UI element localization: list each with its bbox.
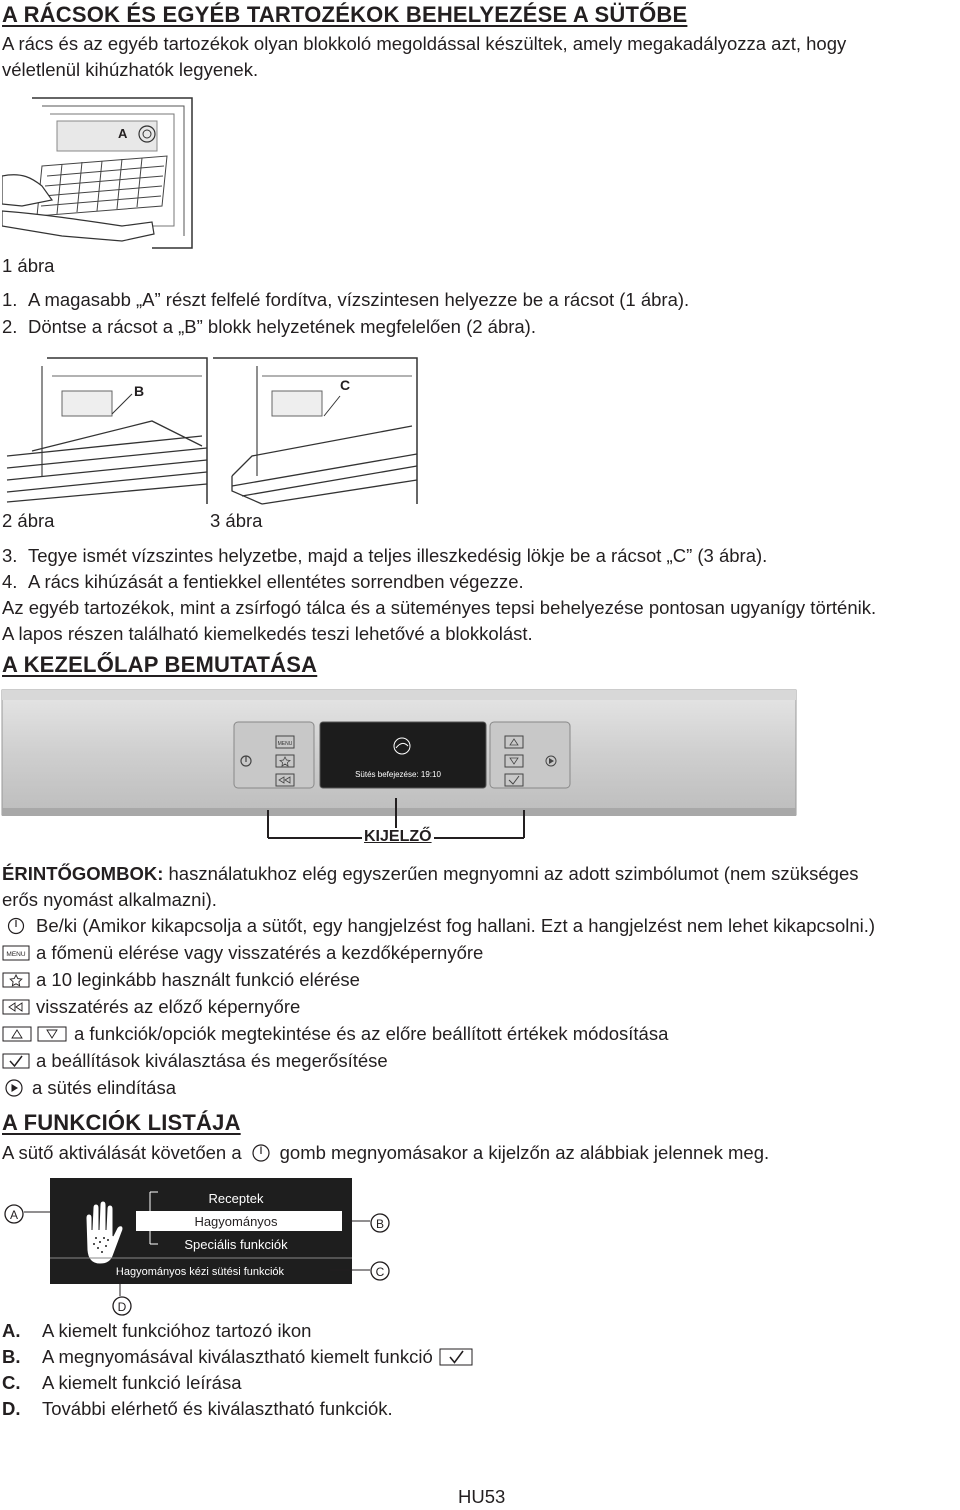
function-list-intro <box>2 1142 769 1164</box>
function-screen-illustration <box>0 1172 410 1322</box>
figure-2-rack-tilted-illustration <box>2 356 208 506</box>
step-4-text: A rács kihúzását a fentiekkel ellentétes sorrendben végezze. <box>28 571 524 592</box>
screen-item-specialis: Speciális funkciók <box>184 1237 288 1252</box>
figure-1-oven-rack-illustration <box>2 96 194 250</box>
page-number: HU53 <box>458 1486 506 1507</box>
legend-row-power <box>2 915 875 937</box>
screen-description: Hagyományos kézi sütési funkciók <box>115 1266 285 1278</box>
legend-item-b <box>2 1344 473 1370</box>
legend-letter-a: A. <box>2 1320 21 1341</box>
step-3 <box>2 543 767 569</box>
legend-row-menu <box>2 942 483 964</box>
section-heading-function-list: A FUNKCIÓK LISTÁJA <box>2 1110 241 1135</box>
legend-text-start: a sütés elindítása <box>32 1077 176 1098</box>
legend-letter-c: C. <box>2 1372 21 1393</box>
screen-item-receptek: Receptek <box>208 1191 264 1206</box>
step-1 <box>2 287 689 313</box>
intro-text-line2: véletlenül kihúzhatók legyenek. <box>2 59 259 80</box>
power-icon <box>2 916 30 936</box>
touch-buttons-title: ÉRINTŐGOMBOK: <box>2 863 164 884</box>
menu-icon <box>2 943 30 963</box>
legend-item-a <box>2 1318 311 1344</box>
checkmark-icon <box>2 1051 30 1071</box>
legend-text-menu: a főmenü elérése vagy visszatérés a kezdőképernyőre <box>36 942 484 963</box>
legend-item-d <box>2 1396 393 1422</box>
section-heading-accessories: A RÁCSOK ÉS EGYÉB TARTOZÉKOK BEHELYEZÉSE A SÜTŐBE <box>2 2 688 27</box>
panel-menu-label: MENU <box>277 741 293 747</box>
function-list-intro-before: A sütő aktiválását követően a <box>2 1142 242 1163</box>
figure-1-caption: 1 ábra <box>2 255 55 276</box>
step-4-number: 4. <box>2 571 18 592</box>
back-icon <box>2 997 30 1017</box>
step-1-number: 1. <box>2 289 18 310</box>
section-heading-control-panel: A KEZELŐLAP BEMUTATÁSA <box>2 652 318 677</box>
figure-3-label-c: C <box>340 377 351 393</box>
touch-buttons-intro-line1 <box>2 861 859 887</box>
figure-2-label-b: B <box>134 383 145 399</box>
step-4 <box>2 569 524 595</box>
legend-row-start <box>2 1077 176 1099</box>
legend-row-up-down <box>2 1023 668 1045</box>
step-1-text: A magasabb „A” részt felfelé fordítva, vízszintesen helyezze be a rácsot (1 ábra). <box>28 289 690 310</box>
legend-row-favorites <box>2 969 360 991</box>
star-icon <box>2 970 30 990</box>
callout-b: B <box>375 1217 385 1231</box>
legend-text-back: visszatérés az előző képernyőre <box>36 996 301 1017</box>
legend-text-d: További elérhető és kiválasztható funkciók. <box>42 1398 393 1419</box>
legend-letter-d: D. <box>2 1398 21 1419</box>
legend-row-back <box>2 996 300 1018</box>
figure-3-caption: 3 ábra <box>210 510 263 531</box>
checkmark-icon <box>439 1346 473 1368</box>
function-list-intro-after: gomb megnyomásakor a kijelzőn az alábbiak jelennek meg. <box>279 1142 770 1163</box>
screen-item-hagyomanyos-highlighted: Hagyományos <box>194 1214 278 1229</box>
touch-buttons-intro-line2: erős nyomást alkalmazni). <box>2 889 217 910</box>
callout-d: D <box>117 1300 127 1314</box>
figure-1-label-a: A <box>118 126 128 141</box>
legend-text-a: A kiemelt funkcióhoz tartozó ikon <box>42 1320 312 1341</box>
legend-text-up-down: a funkciók/opciók megtekintése és az előre beállított értékek módosítása <box>74 1023 669 1044</box>
legend-text-ok: a beállítások kiválasztása és megerősítése <box>36 1050 388 1071</box>
step-2-number: 2. <box>2 316 18 337</box>
step-2 <box>2 314 536 340</box>
figure-2-caption: 2 ábra <box>2 510 55 531</box>
legend-text-b: A megnyomásával kiválasztható kiemelt funkció <box>42 1346 433 1367</box>
up-down-arrows-icon <box>2 1024 68 1044</box>
svg-text:MENU: MENU <box>6 951 26 958</box>
power-icon <box>250 1142 272 1164</box>
legend-text-c: A kiemelt funkció leírása <box>42 1372 242 1393</box>
legend-text-favorites: a 10 leginkább használt funkció elérése <box>36 969 360 990</box>
panel-display-text: Sütés befejezése: 19:10 <box>355 770 441 779</box>
step-2-text: Döntse a rácsot a „B” blokk helyzetének megfelelően (2 ábra). <box>28 316 536 337</box>
step-3-text: Tegye ismét vízszintes helyzetbe, majd a teljes illeszkedésig lökje be a rácsot „C” (3 ábra). <box>28 545 768 566</box>
note-line2: A lapos részen található kiemelkedés teszi lehetővé a blokkolást. <box>2 623 533 644</box>
legend-row-ok <box>2 1050 388 1072</box>
note-line1: Az egyéb tartozékok, mint a zsírfogó tálca és a süteményes tepsi behelyezése pontosan ugyanígy történik. <box>2 597 877 618</box>
figure-3-rack-inserted-illustration <box>212 356 418 506</box>
play-icon <box>2 1078 26 1098</box>
display-label: KIJELZŐ <box>364 828 432 845</box>
callout-c: C <box>375 1265 385 1279</box>
touch-buttons-intro-text: használatukhoz elég egyszerűen megnyomni az adott szimbólumot (nem szükséges <box>163 863 859 884</box>
legend-item-c <box>2 1370 241 1396</box>
legend-letter-b: B. <box>2 1346 21 1367</box>
callout-a: A <box>9 1208 19 1222</box>
intro-text-line1: A rács és az egyéb tartozékok olyan blokkoló megoldással készültek, amely megakadályozza azt, hogy <box>2 33 847 54</box>
legend-text-power: Be/ki (Amikor kikapcsolja a sütőt, egy hangjelzést fog hallani. Ezt a hangjelzést nem lehet kikapcsolni.) <box>36 915 876 936</box>
step-3-number: 3. <box>2 545 18 566</box>
